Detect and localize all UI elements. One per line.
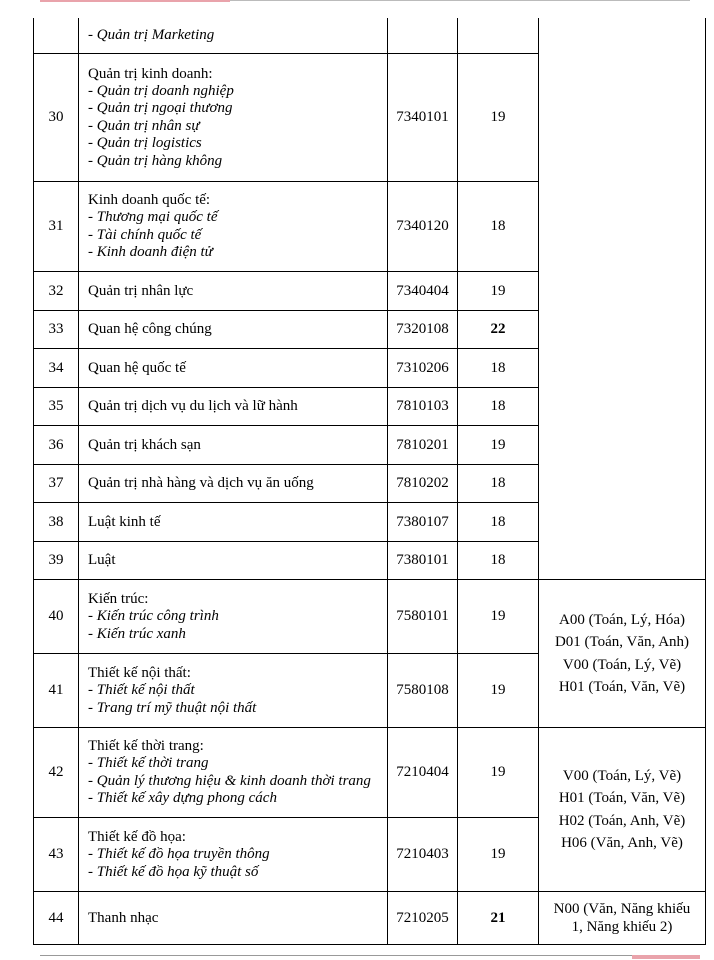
row-42-name [88, 728, 384, 817]
row-44-code: 7210205 [396, 909, 449, 926]
row-33-stt: 33 [48, 321, 64, 337]
row-31-sub-2: - Tài chính quốc tế [88, 226, 202, 243]
row-43-score: 19 [490, 846, 506, 862]
row-37-code: 7810202 [396, 475, 449, 491]
continued-row-name [88, 18, 384, 53]
row-39-stt: 39 [48, 552, 64, 568]
row-35-stt: 35 [48, 398, 64, 414]
row-34-code: 7310206 [396, 359, 449, 376]
row-36-score: 19 [490, 436, 506, 453]
combo-group-1 [539, 580, 705, 727]
row-41-code: 7580108 [396, 682, 449, 698]
row-36-stt: 36 [48, 436, 64, 453]
row-30-sub-2: - Quản trị ngoại thương [88, 100, 233, 117]
row-35-code: 7810103 [396, 398, 449, 414]
row-38-name: Luật kinh tế [88, 513, 161, 530]
combo-group-2 [539, 728, 705, 891]
continued-row-sub: - Quản trị Marketing [88, 26, 215, 43]
row-39-code: 7380101 [396, 552, 449, 568]
row-40-stt: 40 [48, 608, 64, 624]
row-40-sub-1: - Kiến trúc công trình [88, 608, 219, 624]
row-31-name [88, 182, 384, 271]
row-32-score: 19 [490, 282, 506, 299]
row-41-title: Thiết kế nội thất: [88, 665, 191, 681]
row-33-score: 22 [490, 321, 506, 337]
row-42-sub-3: - Thiết kế xây dựng phong cách [88, 790, 277, 807]
row-41-score: 19 [490, 682, 506, 698]
row-42-sub-2: - Quản lý thương hiệu & kinh doanh thời trang [88, 772, 371, 789]
row-31-title: Kinh doanh quốc tế: [88, 192, 211, 209]
row-39-score: 18 [490, 552, 506, 568]
row-43-name [88, 818, 384, 891]
row-36-name: Quản trị khách sạn [88, 436, 201, 453]
row-42-sub-1: - Thiết kế thời trang [88, 755, 209, 772]
grid-hline-bottom [33, 944, 706, 945]
combo-group-2-line-1: V00 (Toán, Lý, Vẽ) [562, 767, 682, 784]
row-31-sub-3: - Kinh doanh điện tử [88, 244, 213, 261]
row-42-code: 7210404 [396, 764, 449, 780]
combo-group-2-line-3: H02 (Toán, Anh, Vẽ) [558, 812, 686, 829]
grid-vline-2 [78, 18, 79, 945]
row-30-name [88, 54, 384, 181]
row-38-stt: 38 [48, 513, 64, 530]
row-34-score: 18 [490, 359, 506, 376]
row-43-sub-1: - Thiết kế đồ họa truyền thông [88, 846, 270, 862]
row-41-sub-2: - Trang trí mỹ thuật nội thất [88, 699, 257, 716]
row-40-sub-2: - Kiến trúc xanh [88, 625, 186, 642]
row-30-sub-4: - Quản trị logistics [88, 135, 202, 152]
row-31-score: 18 [490, 218, 506, 234]
row-43-sub-2: - Thiết kế đồ họa kỹ thuật số [88, 863, 259, 880]
combo-group-3-line-1: N00 (Văn, Năng khiếu [553, 901, 691, 917]
row-31-stt: 31 [48, 218, 64, 234]
grid-vline-6 [705, 18, 706, 945]
row-36-code: 7810201 [396, 436, 449, 453]
combo-group-2-line-4: H06 (Văn, Anh, Vẽ) [561, 835, 683, 851]
row-40-title: Kiến trúc: [88, 591, 149, 607]
row-43-title: Thiết kế đồ họa: [88, 829, 186, 845]
row-34-name: Quan hệ quốc tế [88, 359, 186, 376]
combo-group-2-line-2: H01 (Toán, Văn, Vẽ) [558, 790, 686, 806]
combo-group-1-line-1: A00 (Toán, Lý, Hóa) [558, 611, 685, 628]
row-42-stt: 42 [48, 764, 64, 780]
top-rule-accent [40, 0, 230, 2]
combo-group-3-line-2: 1, Năng khiếu 2) [571, 919, 673, 935]
row-37-score: 18 [490, 475, 506, 491]
row-30-sub-5: - Quản trị hàng không [88, 152, 223, 169]
row-37-name: Quản trị nhà hàng và dịch vụ ăn uống [88, 475, 314, 491]
row-34-stt: 34 [48, 359, 64, 376]
row-35-name: Quản trị dịch vụ du lịch và lữ hành [88, 398, 298, 414]
row-40-code: 7580101 [396, 608, 449, 624]
row-31-code: 7340120 [396, 218, 449, 234]
row-30-score: 19 [490, 109, 506, 125]
row-44-name: Thanh nhạc [88, 909, 159, 926]
row-40-name [88, 580, 384, 653]
combo-group-1-line-2: D01 (Toán, Văn, Anh) [554, 634, 690, 650]
row-33-code: 7320108 [396, 321, 449, 337]
row-43-code: 7210403 [396, 846, 449, 862]
row-38-score: 18 [490, 513, 506, 530]
row-39-name: Luật [88, 552, 116, 568]
row-42-title: Thiết kế thời trang: [88, 738, 204, 755]
row-44-stt: 44 [48, 909, 64, 926]
row-42-score: 19 [490, 764, 506, 780]
row-41-stt: 41 [48, 682, 64, 698]
row-30-sub-1: - Quản trị doanh nghiệp [88, 82, 234, 99]
row-30-sub-3: - Quản trị nhân sự [88, 117, 200, 134]
row-32-stt: 32 [48, 282, 64, 299]
row-32-code: 7340404 [396, 282, 449, 299]
row-35-score: 18 [490, 398, 506, 414]
bottom-rule-accent [632, 955, 700, 959]
row-31-sub-1: - Thương mại quốc tế [88, 209, 218, 226]
row-44-score: 21 [490, 909, 506, 926]
row-30-stt: 30 [48, 109, 64, 125]
row-38-code: 7380107 [396, 513, 449, 530]
row-41-sub-1: - Thiết kế nội thất [88, 682, 195, 698]
row-37-stt: 37 [48, 475, 64, 491]
row-30-title: Quản trị kinh doanh: [88, 65, 213, 82]
row-30-code: 7340101 [396, 109, 449, 125]
combo-group-3 [539, 892, 705, 944]
row-43-stt: 43 [48, 846, 64, 862]
row-33-name: Quan hệ công chúng [88, 321, 212, 337]
row-32-name: Quản trị nhân lực [88, 282, 194, 299]
bottom-rule [40, 955, 700, 956]
combo-group-1-line-3: V00 (Toán, Lý, Vẽ) [562, 656, 682, 673]
row-41-name [88, 654, 384, 727]
combo-group-1-line-4: H01 (Toán, Văn, Vẽ) [558, 679, 686, 695]
row-40-score: 19 [490, 608, 506, 624]
